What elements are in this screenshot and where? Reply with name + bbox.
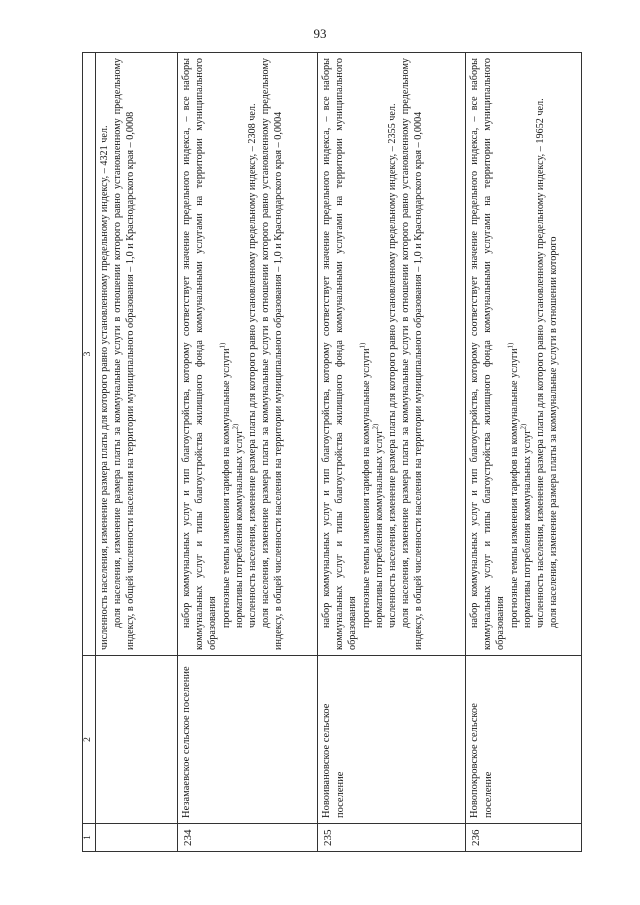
row-name: Незамаевское сельское поселение xyxy=(178,656,318,824)
footnote-mark: 2) xyxy=(371,423,380,430)
description-paragraph: прогнозные темпы изменения тарифов на коммунальные услуги$^{1)}$ xyxy=(506,342,520,628)
row-number: 235 xyxy=(318,824,466,852)
table-row-234 xyxy=(178,53,318,852)
footnote-mark: 2) xyxy=(231,423,240,430)
rotated-table-container xyxy=(82,52,582,852)
description-paragraph: доля населения, изменение размера платы за коммунальные услуги в отношении которого xyxy=(548,236,560,628)
description-paragraph: прогнозные темпы изменения тарифов на коммунальные услуги$^{1)}$ xyxy=(218,342,232,628)
row-number: 234 xyxy=(178,824,318,852)
description-paragraph: численность населения, изменение размера платы для которого равно установленному предельному индексу, – 4321 чел. xyxy=(99,125,110,650)
description-paragraph: нормативы потребления коммунальных услуг$^{2)}$ xyxy=(519,423,533,628)
row-number-cell xyxy=(96,824,178,852)
row-description-cell xyxy=(466,53,582,656)
header-cell-1: 1 xyxy=(83,824,96,852)
row-name-cell xyxy=(96,656,178,824)
row-name: Новопокровское сельское поселение xyxy=(466,656,582,824)
description-paragraph: набор коммунальных услуг и тип благоустройства, которому соответствует значение предельного индекса, – все наборы коммунальных услуг и типы благоустройства жилищного фонда коммунальными услугами на территории муниципального образования xyxy=(321,58,359,650)
description-paragraph: численность населения, изменение размера платы для которого равно установленному предельному индексу, – 2355 чел. xyxy=(387,103,399,628)
footnote-mark: 2) xyxy=(519,423,528,430)
description-paragraph: набор коммунальных услуг и тип благоустройства, которому соответствует значение предельного индекса, – все наборы коммунальных услуг и типы благоустройства жилищного фонда коммунальными услугами на территории муниципального образования xyxy=(469,58,507,650)
row-description-cell xyxy=(96,53,178,656)
description-paragraph: доля населения, изменение размера платы за коммунальные услуги в отношении которого равно установленному предельному индексу, в общей численности населения на территории муниципального образования – 1,0 и Краснодарского края – 0,0004 xyxy=(400,58,425,650)
row-number: 236 xyxy=(466,824,582,852)
municipal-index-table xyxy=(82,52,582,852)
header-cell-2: 2 xyxy=(83,656,96,824)
description-paragraph: доля населения, изменение размера платы за коммунальные услуги в отношении которого равно установленному предельному индексу, в общей численности населения на территории муниципального образования – 1,0 и Краснодарского края – 0,0008 xyxy=(112,58,137,650)
table-header-row xyxy=(83,53,96,852)
description-paragraph: прогнозные темпы изменения тарифов на коммунальные услуги$^{1)}$ xyxy=(358,342,372,628)
row-description-cell xyxy=(318,53,466,656)
table-row-236 xyxy=(466,53,582,852)
description-paragraph: нормативы потребления коммунальных услуг$^{2)}$ xyxy=(371,423,385,628)
footnote-mark: 1) xyxy=(506,342,515,349)
description-paragraph: нормативы потребления коммунальных услуг$^{2)}$ xyxy=(231,423,245,628)
footnote-mark: 1) xyxy=(218,342,227,349)
footnote-mark: 1) xyxy=(358,342,367,349)
description-paragraph: численность населения, изменение размера платы для которого равно установленному предельному индексу, – 19652 чел. xyxy=(535,98,547,628)
description-paragraph: численность населения, изменение размера платы для которого равно установленному предельному индексу, – 2308 чел. xyxy=(247,103,259,628)
table-row-continuation xyxy=(96,53,178,852)
table-row-235 xyxy=(318,53,466,852)
header-cell-3: 3 xyxy=(83,53,96,656)
description-paragraph: доля населения, изменение размера платы за коммунальные услуги в отношении которого равно установленному предельному индексу, в общей численности населения на территории муниципального образования – 1,0 и Краснодарского края – 0,0004 xyxy=(260,58,285,650)
description-paragraph: набор коммунальных услуг и тип благоустройства, которому соответствует значение предельного индекса, – все наборы коммунальных услуг и типы благоустройства жилищного фонда коммунальными услугами на территории муниципального образования xyxy=(181,58,219,650)
row-name: Новоивановское сельское поселение xyxy=(318,656,466,824)
page-number: 93 xyxy=(313,26,327,41)
row-description-cell xyxy=(178,53,318,656)
